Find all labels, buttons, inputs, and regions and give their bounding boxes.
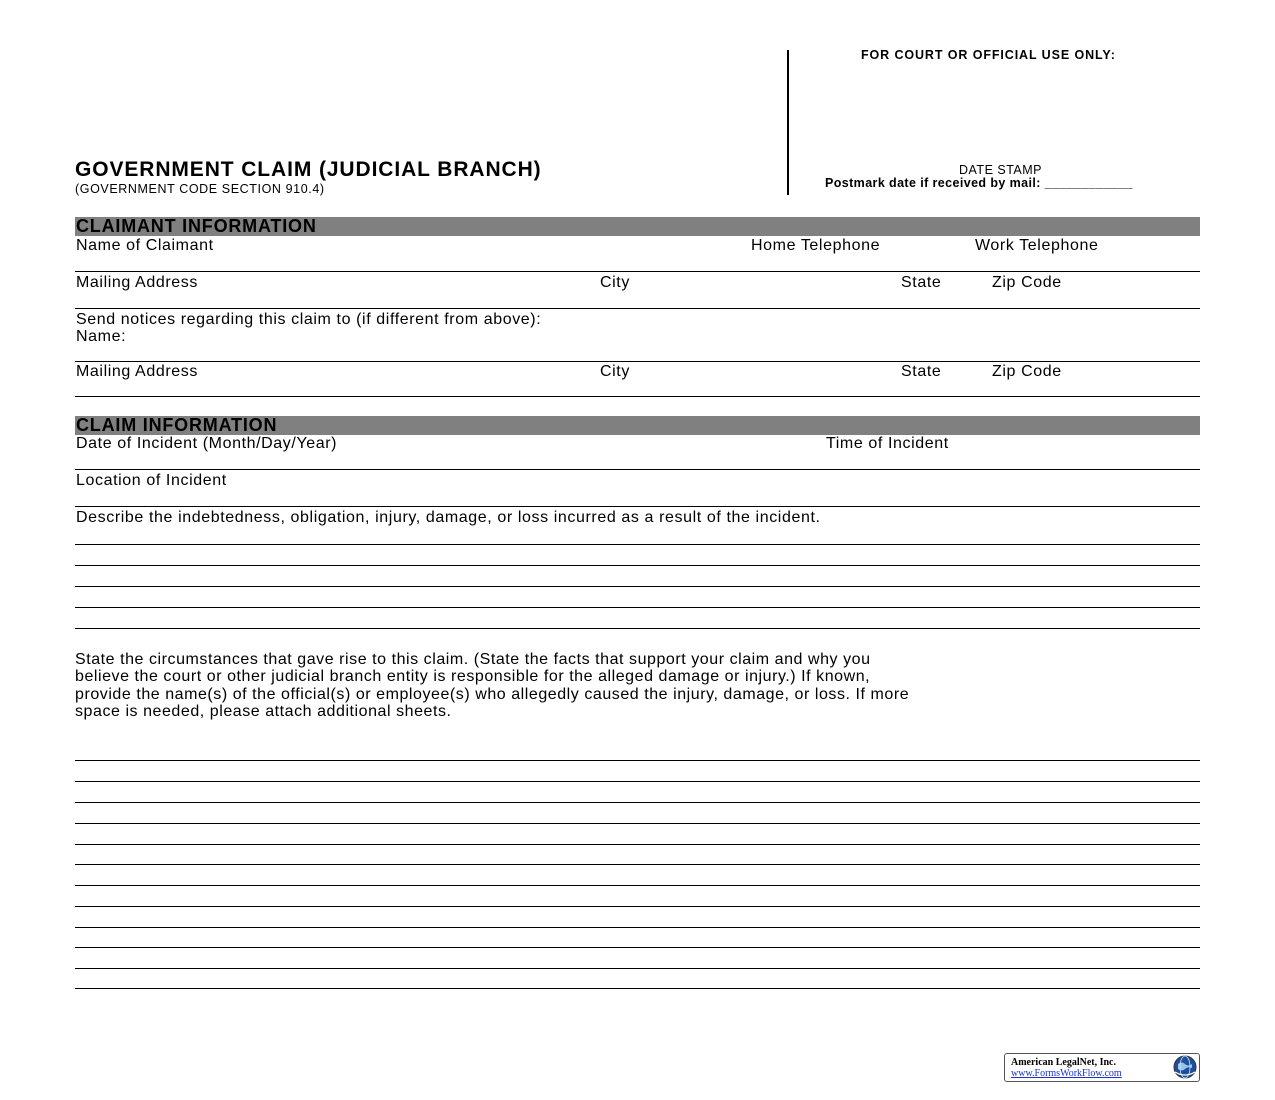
- notice-city-label: City: [600, 363, 630, 380]
- describe-line[interactable]: [75, 586, 1200, 587]
- page-subtitle: (GOVERNMENT CODE SECTION 910.4): [75, 182, 325, 196]
- claimant-section-title: CLAIMANT INFORMATION: [76, 216, 317, 236]
- legalnet-logo[interactable]: [1004, 1053, 1200, 1082]
- claimant-section-header: [75, 217, 1200, 236]
- date-of-incident-label: Date of Incident (Month/Day/Year): [76, 435, 338, 452]
- circumstances-line[interactable]: [75, 968, 1200, 969]
- location-of-incident-label: Location of Incident: [76, 472, 227, 489]
- circumstances-line[interactable]: [75, 947, 1200, 948]
- postmark-label: Postmark date if received by mail: ____________: [825, 176, 1133, 190]
- work-telephone-label: Work Telephone: [975, 237, 1099, 254]
- state-label: State: [901, 274, 942, 291]
- page-title: GOVERNMENT CLAIM (JUDICIAL BRANCH): [75, 158, 542, 181]
- circumstances-line[interactable]: [75, 927, 1200, 928]
- send-notices-label: Send notices regarding this claim to (if different from above):: [76, 311, 542, 328]
- circumstances-line[interactable]: [75, 802, 1200, 803]
- logo-company-name: American LegalNet, Inc.: [1011, 1057, 1116, 1068]
- circumstances-line[interactable]: [75, 988, 1200, 989]
- home-telephone-label: Home Telephone: [751, 237, 881, 254]
- circumstances-line[interactable]: [75, 864, 1200, 865]
- official-use-divider: [787, 50, 789, 195]
- city-label: City: [600, 274, 630, 291]
- circumstances-line[interactable]: [75, 823, 1200, 824]
- notice-name-label: Name:: [76, 328, 127, 345]
- claim-section-title: CLAIM INFORMATION: [76, 415, 278, 435]
- claim-section-header: [75, 416, 1200, 435]
- circumstances-line[interactable]: [75, 844, 1200, 845]
- notice-mailing-address-label: Mailing Address: [76, 363, 198, 380]
- globe-icon: [1173, 1055, 1197, 1079]
- date-stamp-label: DATE STAMP: [959, 163, 1043, 177]
- date-of-incident-line[interactable]: [75, 469, 1200, 470]
- mailing-address-line[interactable]: [75, 308, 1200, 309]
- location-of-incident-line[interactable]: [75, 506, 1200, 507]
- circumstances-line[interactable]: [75, 781, 1200, 782]
- notice-state-label: State: [901, 363, 942, 380]
- zip-code-label: Zip Code: [992, 274, 1062, 291]
- describe-line[interactable]: [75, 628, 1200, 629]
- time-of-incident-label: Time of Incident: [826, 435, 949, 452]
- official-use-heading: FOR COURT OR OFFICIAL USE ONLY:: [861, 48, 1116, 62]
- describe-line[interactable]: [75, 607, 1200, 608]
- describe-line[interactable]: [75, 544, 1200, 545]
- claimant-name-line[interactable]: [75, 271, 1200, 272]
- circumstances-paragraph: State the circumstances that gave rise to this claim. (State the facts that support your claim and why you believe the court or other judicial branch entity is responsible for the alleged damage or injury.) If known, provide the name(s) of the official(s) or employee(s) who allegedly caused the injury, damage, or loss. If more space is needed, please attach additional sheets.: [75, 651, 910, 720]
- circumstances-line[interactable]: [75, 885, 1200, 886]
- describe-line[interactable]: [75, 565, 1200, 566]
- describe-label: Describe the indebtedness, obligation, injury, damage, or loss incurred as a result of the incident.: [76, 509, 821, 526]
- notice-name-line[interactable]: [75, 361, 1200, 362]
- circumstances-line[interactable]: [75, 760, 1200, 761]
- circumstances-line[interactable]: [75, 906, 1200, 907]
- name-of-claimant-label: Name of Claimant: [76, 237, 214, 254]
- logo-website-link[interactable]: www.FormsWorkFlow.com: [1011, 1068, 1122, 1079]
- notice-mailing-address-line[interactable]: [75, 396, 1200, 397]
- mailing-address-label: Mailing Address: [76, 274, 198, 291]
- notice-zip-code-label: Zip Code: [992, 363, 1062, 380]
